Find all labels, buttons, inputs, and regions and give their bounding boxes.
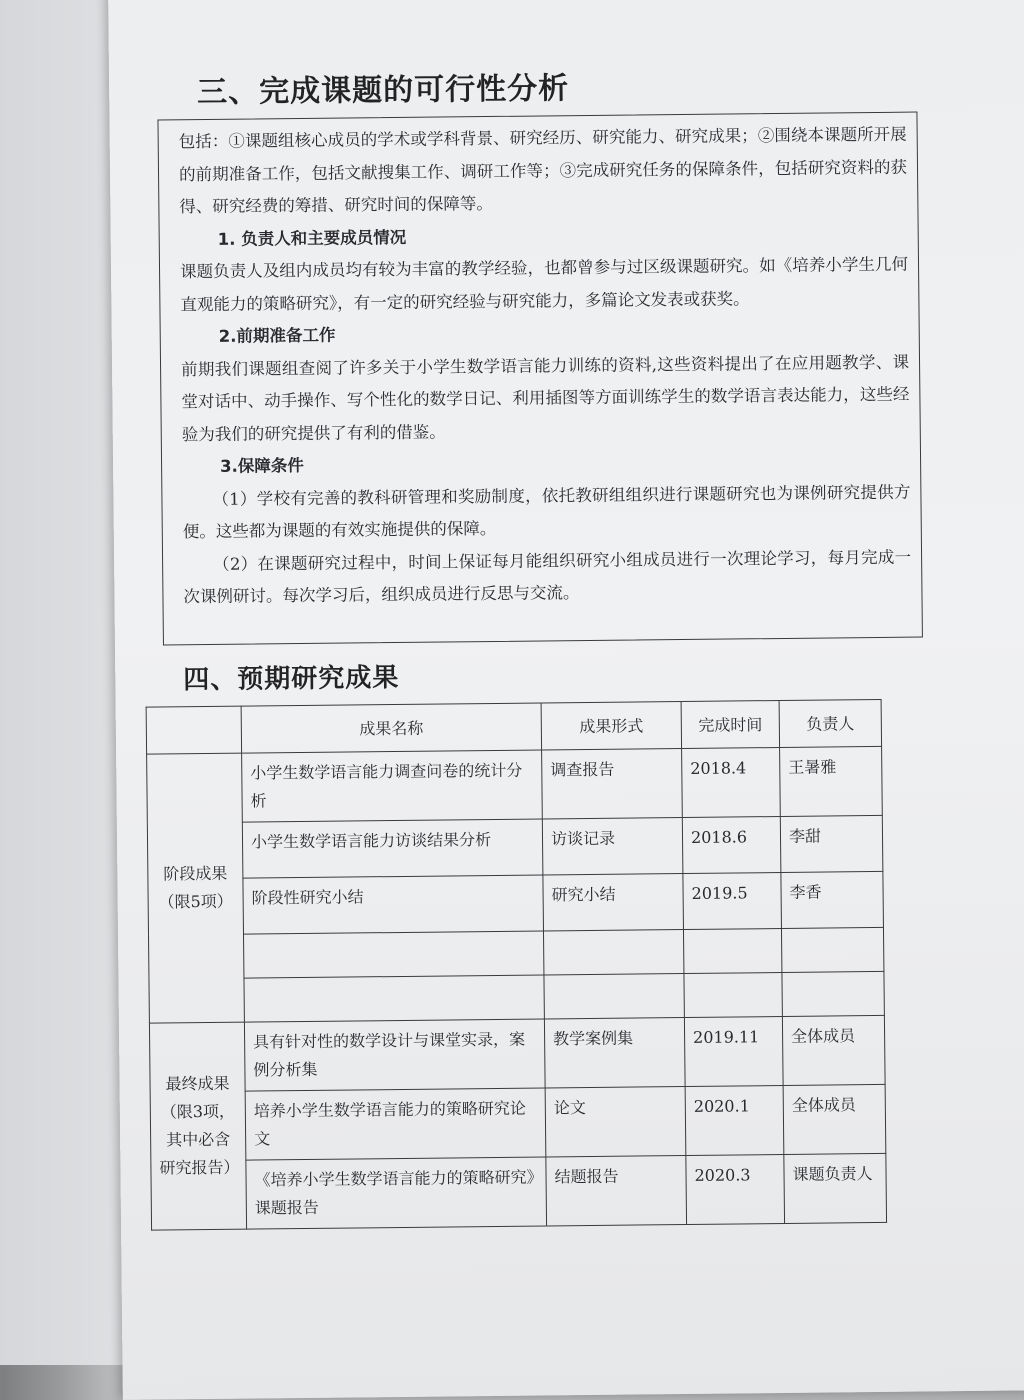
intro-text: 包括：①课题组核心成员的学术或学科背景、研究经历、研究能力、研究成果；②围绕本课题所开展的前期准备工作，包括文献搜集工作、调研工作等；③完成研究任务的保障条件，包括研究资料的获得、研究经费的筹措、研究时间的保障等。 <box>178 124 908 217</box>
empty-cell <box>683 928 781 973</box>
results-table <box>146 698 887 1230</box>
table-row <box>150 1084 886 1161</box>
empty-cell <box>543 929 683 974</box>
row-time: 2018.4 <box>682 747 781 817</box>
row-form: 论文 <box>545 1086 686 1156</box>
table-row <box>147 746 883 823</box>
row-time: 2020.3 <box>686 1154 785 1224</box>
row-name: 《培养小学生数学语言能力的策略研究》课题报告 <box>246 1156 547 1228</box>
empty-row <box>148 927 883 979</box>
page-content <box>157 60 929 1230</box>
header-name: 成果名称 <box>241 703 541 753</box>
header-time: 完成时间 <box>681 700 779 748</box>
document-page <box>108 0 1024 1400</box>
row-form: 调查报告 <box>542 748 683 818</box>
row-time: 2019.5 <box>683 872 782 929</box>
section-3-title: 三、完成课题的可行性分析 <box>197 71 570 111</box>
subsection-3-para-2: （2）在课题研究过程中，时间上保证每月能组织研究小组成员进行一次理论学习，每月完成一次课例研讨。每次学习后，组织成员进行反思与交流。 <box>183 547 912 607</box>
row-name: 培养小学生数学语言能力的策略研究论文 <box>245 1087 546 1159</box>
table-row <box>149 1015 885 1092</box>
empty-cell <box>781 927 883 972</box>
row-form: 访谈记录 <box>542 817 683 874</box>
empty-cell <box>684 972 782 1017</box>
row-time: 2018.6 <box>682 816 781 873</box>
subsection-3-title: 3.保障条件 <box>219 455 304 476</box>
feasibility-box <box>157 112 922 645</box>
row-owner: 王暑雅 <box>780 746 883 816</box>
empty-cell <box>243 930 543 977</box>
header-form: 成果形式 <box>541 701 681 749</box>
table-row <box>147 815 883 879</box>
row-form: 研究小结 <box>543 873 684 930</box>
row-time: 2019.11 <box>684 1016 783 1086</box>
row-form: 结题报告 <box>546 1155 687 1225</box>
row-owner: 全体成员 <box>782 1015 885 1085</box>
row-owner: 课题负责人 <box>784 1153 887 1223</box>
table-row <box>151 1153 887 1230</box>
subsection-2-text: 前期我们课题组查阅了许多关于小学生数学语言能力训练的资料,这些资料提出了在应用题教学、课堂对话中、动手操作、写个性化的数学日记、利用插图等方面训练学生的数学语言表达能力，这些经验为我们的研究提供了有利的借鉴。 <box>180 352 910 444</box>
final-results-label: 最终成果（限3项，其中必含研究报告） <box>149 1022 246 1230</box>
table-row <box>148 871 884 935</box>
row-name: 阶段性研究小结 <box>243 874 544 933</box>
empty-cell <box>544 973 684 1018</box>
row-name: 具有针对性的数学设计与课堂实录，案例分析集 <box>244 1018 545 1090</box>
empty-cell <box>244 974 544 1021</box>
row-name: 小学生数学语言能力调查问卷的统计分析 <box>242 750 543 822</box>
row-time: 2020.1 <box>685 1085 784 1155</box>
subsection-1-text: 课题负责人及组内成员均有较为丰富的教学经验，也都曾参与过区级课题研究。如《培养小学生几何直观能力的策略研究》，有一定的研究经验与研究能力，多篇论文发表或获奖。 <box>179 254 909 314</box>
subsection-3-para-1: （1）学校有完善的教科研管理和奖励制度，依托教研组组织进行课题研究也为课例研究提供方便。这些都为课题的有效实施提供的保障。 <box>182 482 911 542</box>
empty-row <box>149 971 884 1023</box>
empty-cell <box>782 971 884 1016</box>
header-owner: 负责人 <box>779 699 881 747</box>
row-name: 小学生数学语言能力访谈结果分析 <box>242 818 543 877</box>
subsection-1-title: 1. 负责人和主要成员情况 <box>217 227 407 249</box>
row-owner: 全体成员 <box>783 1084 886 1154</box>
stage-results-label: 阶段成果（限5项） <box>147 753 245 1023</box>
header-blank <box>146 706 241 754</box>
section-4-title: 四、预期研究成果 <box>183 662 400 695</box>
table-header-row <box>146 699 881 754</box>
row-owner: 李甜 <box>780 815 883 872</box>
subsection-2-title: 2.前期准备工作 <box>218 325 336 346</box>
row-owner: 李香 <box>781 871 884 928</box>
row-form: 教学案例集 <box>544 1017 685 1087</box>
